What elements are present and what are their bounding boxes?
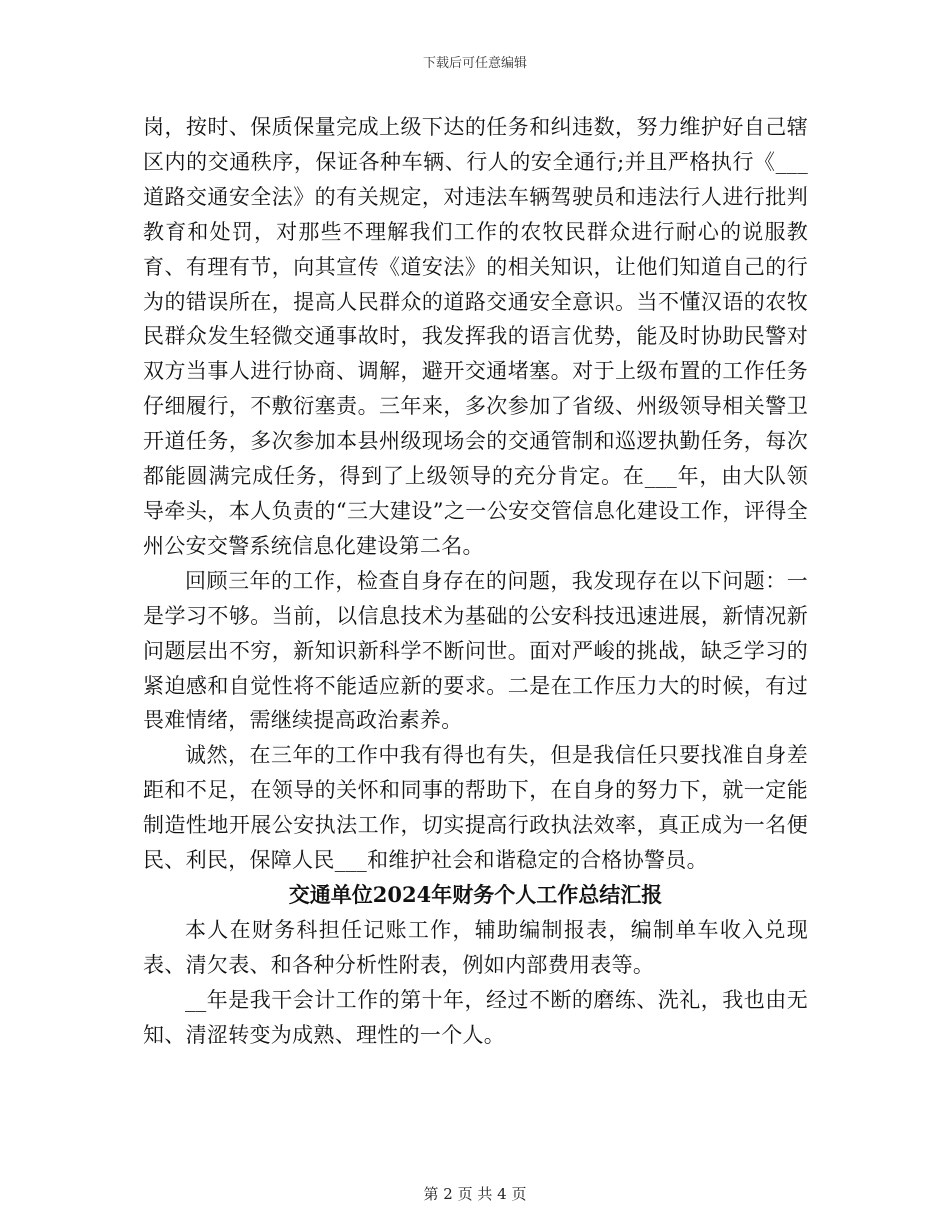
document-body: [143, 110, 808, 1052]
paragraph-accounting-role: 本人在财务科担任记账工作，辅助编制报表，编制单车收入兑现表、清欠表、和各种分析性附表，例如内部费用表等。: [143, 917, 808, 977]
paragraph-tenth-year: __年是我干会计工作的第十年，经过不断的磨练、洗礼，我也由无知、清涩转变为成熟、理性的一个人。: [143, 987, 808, 1047]
section-title: 交通单位2024年财务个人工作总结汇报: [288, 881, 663, 907]
paragraph-duty-record: 岗，按时、保质保量完成上级下达的任务和纠违数，努力维护好自己辖区内的交通秩序，保证各种车辆、行人的安全通行;并且严格执行《___道路交通安全法》的有关规定，对违法车辆驾驶员和违法行人进行批判教育和处罚，对那些不理解我们工作的农牧民群众进行耐心的说服教育、有理有节，向其宣传《道安法》的相关知识，让他们知道自己的行为的错误所在，提高人民群众的道路交通安全意识。当不懂汉语的农牧民群众发生轻微交通事故时，我发挥我的语言优势，能及时协助民警对双方当事人进行协商、调解，避开交通堵塞。对于上级布置的工作任务仔细履行，不敷衍塞责。三年来，多次参加了省级、州级领导相关警卫开道任务，多次参加本县州级现场会的交通管制和巡逻执勤任务，每次都能圆满完成任务，得到了上级领导的充分肯定。在___年，由大队领导牵头，本人负责的“三大建设”之一公安交管信息化建设工作，评得全州公安交警系统信息化建设第二名。: [143, 115, 808, 558]
paragraph-review-problems: 回顾三年的工作，检查自身存在的问题，我发现存在以下问题：一是学习不够。当前，以信息技术为基础的公安科技迅速进展，新情况新问题层出不穷，新知识新科学不断问世。面对严峻的挑战，缺乏学习的紧迫感和自觉性将不能适应新的要求。二是在工作压力大的时候，有过畏难情绪，需继续提高政治素养。: [143, 568, 808, 733]
page-number: 第 2 页 共 4 页: [423, 1185, 527, 1203]
page-header-note: 下载后可任意编辑: [422, 56, 527, 71]
paragraph-conclusion: 诚然，在三年的工作中我有得也有失，但是我信任只要找准自身差距和不足，在领导的关怀和同事的帮助下，在自身的努力下，就一定能制造性地开展公安执法工作，切实提高行政执法效率，真正成为一名便民、利民，保障人民___和维护社会和谐稳定的合格协警员。: [143, 743, 808, 873]
